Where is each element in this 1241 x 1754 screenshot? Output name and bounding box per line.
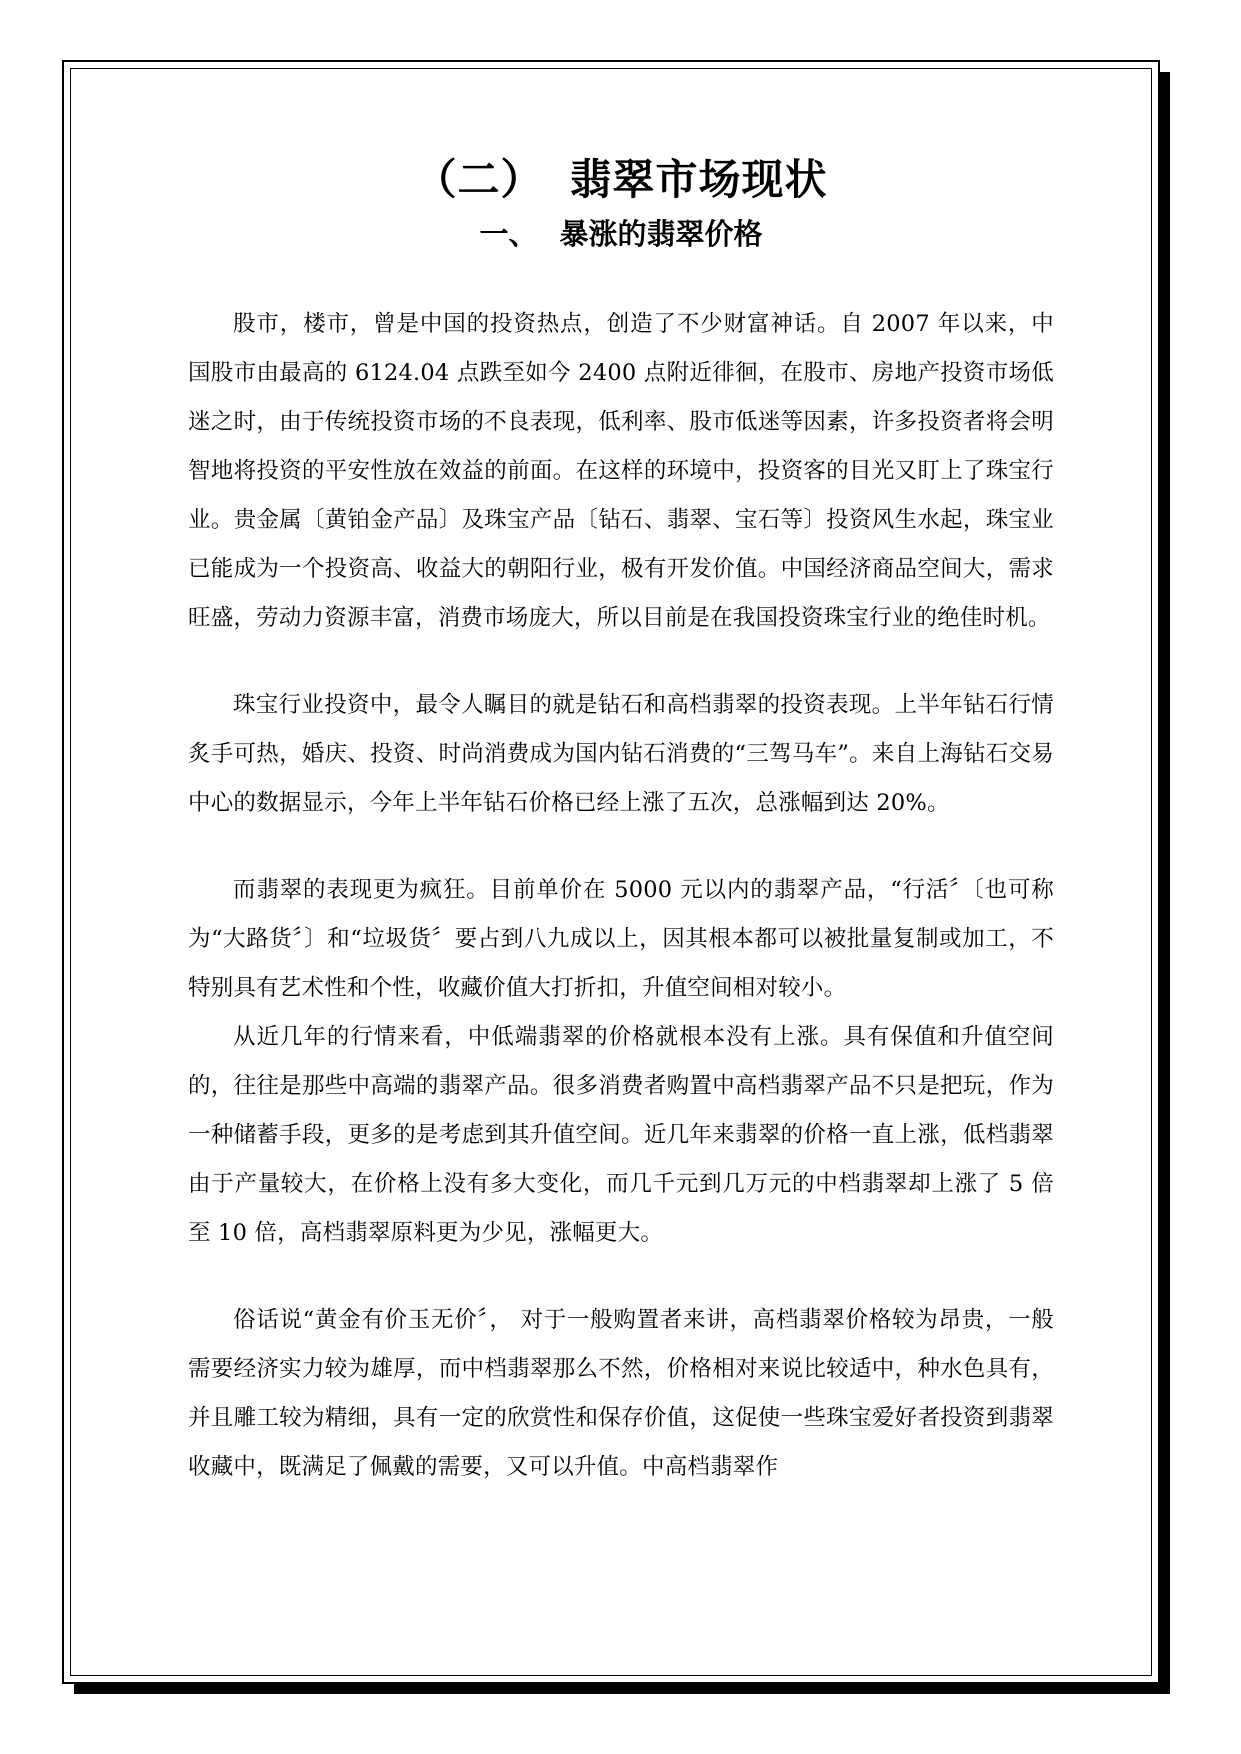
paragraph-1: 股市，楼市，曾是中国的投资热点，创造了不少财富神话。自 2007 年以来，中国股市由最高的 6124.04 点跌至如今 2400 点附近徘徊，在股市、房地产投资市场低迷之时，由于传统投资市场的不良表现，低利率、股市低迷等因素，许多投资者将会明智地将投资的平安性放在效益的前面。在这样的环境中，投资客的目光又盯上了珠宝行业。贵金属〔黄铂金产品〕及珠宝产品〔钻石、翡翠、宝石等〕投资风生水起，珠宝业已能成为一个投资高、收益大的朝阳行业，极有开发价值。中国经济商品空间大，需求旺盛，劳动力资源丰富，消费市场庞大，所以目前是在我国投资珠宝行业的绝佳时机。 <box>188 311 1054 631</box>
section-heading-number: （二） <box>414 155 544 204</box>
subsection-heading <box>188 212 1054 256</box>
section-heading <box>188 150 1054 210</box>
paragraph-4: 从近几年的行情来看，中低端翡翠的价格就根本没有上涨。具有保值和升值空间的，往往是那些中高端的翡翠产品。很多消费者购置中高档翡翠产品不只是把玩，作为一种储蓄手段，更多的是考虑到其升值空间。近几年来翡翠的价格一直上涨，低档翡翠由于产量较大，在价格上没有多大变化，而几千元到几万元的中档翡翠却上涨了 5 倍至 10 倍，高档翡翠原料更为少见，涨幅更大。 <box>188 1024 1054 1246</box>
paragraph-2: 珠宝行业投资中，最令人瞩目的就是钻石和高档翡翠的投资表现。上半年钻石行情炙手可热，婚庆、投资、时尚消费成为国内钻石消费的“三驾马车”。来自上海钻石交易中心的数据显示，今年上半年钻石价格已经上涨了五次，总涨幅到达 20%。 <box>188 692 1054 816</box>
subsection-heading-title: 暴涨的翡翠价格 <box>559 217 763 251</box>
paragraph-3: 而翡翠的表现更为疯狂。目前单价在 5000 元以内的翡翠产品，“行活〞〔也可称为“大路货〞〕和“垃圾货〞要占到八九成以上，因其根本都可以被批量复制或加工，不特别具有艺术性和个性，收藏价值大打折扣，升值空间相对较小。 <box>188 877 1054 1001</box>
section-heading-title: 翡翠市场现状 <box>569 155 828 204</box>
subsection-heading-number: 一、 <box>479 217 538 251</box>
paragraph-5: 俗话说“黄金有价玉无价〞， 对于一般购置者来讲，高档翡翠价格较为昂贵，一般需要经济实力较为雄厚，而中档翡翠那么不然，价格相对来说比较适中，种水色具有，并且雕工较为精细，具有一定的欣赏性和保存价值，这促使一些珠宝爱好者投资到翡翠收藏中，既满足了佩戴的需要，又可以升值。中高档翡翠作 <box>188 1307 1054 1480</box>
document-body <box>188 150 1054 1492</box>
